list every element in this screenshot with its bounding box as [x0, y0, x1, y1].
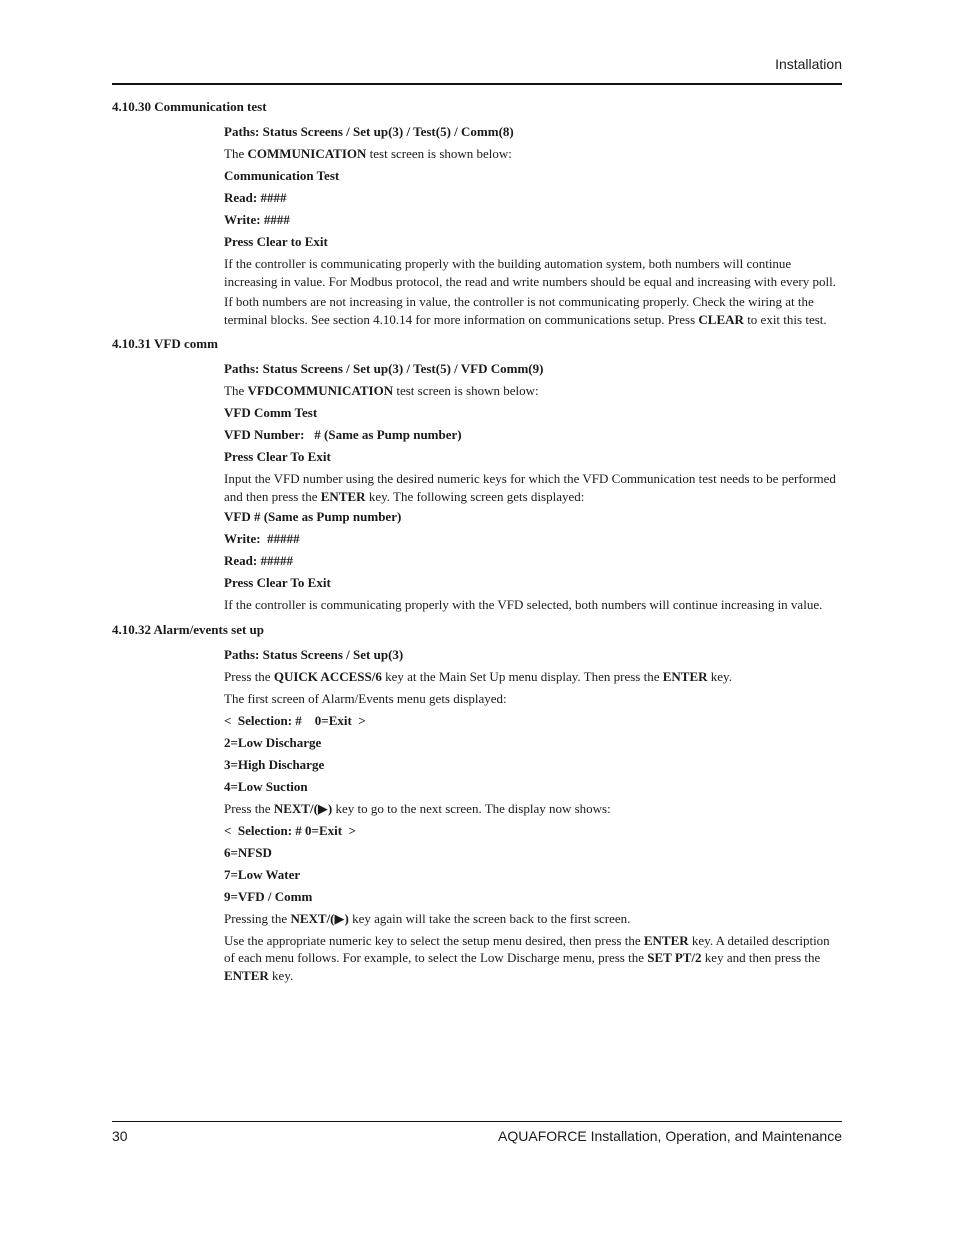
- running-header: Installation: [775, 56, 842, 72]
- paragraph: If both numbers are not increasing in value, the controller is not communicating properly. Check the wiring at the terminal blocks. See section 4.10.14 for more information on communications setup. Press CLEAR to exit this test.: [224, 294, 827, 327]
- section-body-communication-test: [224, 123, 842, 329]
- screen-line: 7=Low Water: [224, 866, 301, 882]
- page-content: [112, 99, 842, 987]
- screen-line: < Selection: # 0=Exit >: [224, 822, 356, 838]
- screen-line: Write: #####: [224, 531, 300, 547]
- intro-text: The COMMUNICATION test screen is shown below:: [224, 146, 512, 161]
- paragraph: If the controller is communicating properly with the building automation system, both numbers will continue increasing in value. For Modbus protocol, the read and write numbers should be equal and increasing with every poll.: [224, 256, 836, 289]
- section-heading-alarm-events: 4.10.32 Alarm/events set up: [112, 621, 265, 637]
- section-heading-communication-test: 4.10.30 Communication test: [112, 99, 267, 114]
- instruction-text: Pressing the NEXT/(▶) key again will take the screen back to the first screen.: [224, 910, 631, 926]
- footer-doc-title: AQUAFORCE Installation, Operation, and Maintenance: [498, 1128, 842, 1144]
- menu-path: Paths: Status Screens / Set up(3) / Test(5) / VFD Comm(9): [224, 361, 544, 377]
- screen-line: 2=Low Discharge: [224, 734, 322, 750]
- menu-path: Paths: Status Screens / Set up(3) / Test(5) / Comm(8): [224, 124, 514, 139]
- screen-line: 9=VFD / Comm: [224, 888, 313, 904]
- footer-rule: [112, 1121, 842, 1122]
- page-number: 30: [112, 1128, 128, 1144]
- screen-line: Press Clear to Exit: [224, 234, 328, 249]
- screen-line: Write: ####: [224, 212, 290, 227]
- screen-line: Press Clear To Exit: [224, 449, 331, 465]
- screen-line: Read: ####: [224, 190, 287, 205]
- screen-line: VFD Number: # (Same as Pump number): [224, 427, 462, 443]
- paragraph: Input the VFD number using the desired numeric keys for which the VFD Communication test needs to be performed and then press the ENTER key. The following screen gets displayed:: [224, 471, 836, 504]
- menu-path: Paths: Status Screens / Set up(3): [224, 646, 404, 662]
- instruction-text: Press the QUICK ACCESS/6 key at the Main Set Up menu display. Then press the ENTER key.: [224, 668, 732, 684]
- header-rule: [112, 83, 842, 85]
- section-heading-vfd-comm: 4.10.31 VFD comm: [112, 336, 218, 352]
- screen-line: Read: #####: [224, 553, 293, 569]
- screen-line: VFD # (Same as Pump number): [224, 509, 402, 525]
- screen-line: < Selection: # 0=Exit >: [224, 712, 366, 728]
- screen-line: 4=Low Suction: [224, 778, 308, 794]
- section-body-vfd-comm: [224, 360, 842, 614]
- instruction-text: The first screen of Alarm/Events menu gets displayed:: [224, 690, 507, 706]
- screen-line: 6=NFSD: [224, 844, 272, 860]
- paragraph: Use the appropriate numeric key to select the setup menu desired, then press the ENTER key. A detailed description of each menu follows. For example, to select the Low Discharge menu, press the SET PT/2 key and then press the ENTER key.: [224, 932, 830, 984]
- screen-line: Communication Test: [224, 168, 340, 183]
- screen-line: 3=High Discharge: [224, 756, 325, 772]
- screen-line: VFD Comm Test: [224, 405, 318, 421]
- paragraph: If the controller is communicating properly with the VFD selected, both numbers will continue increasing in value.: [224, 597, 823, 613]
- instruction-text: Press the NEXT/(▶) key to go to the next screen. The display now shows:: [224, 800, 611, 816]
- section-body-alarm-events: [224, 646, 842, 985]
- intro-text: The VFDCOMMUNICATION test screen is shown below:: [224, 383, 539, 399]
- screen-line: Press Clear To Exit: [224, 575, 331, 591]
